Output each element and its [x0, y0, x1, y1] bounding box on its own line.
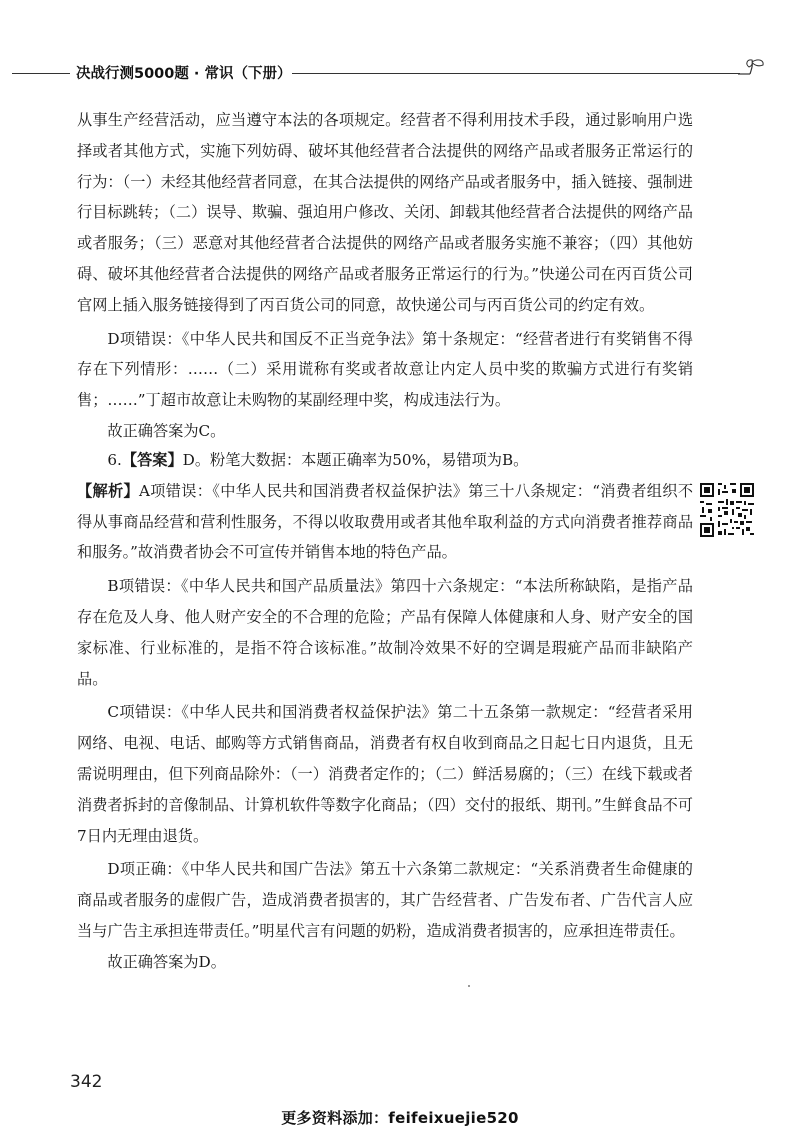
leaf-icon [736, 56, 768, 86]
header-rule-left [12, 73, 70, 74]
analysis-d-option: D项正确：《中华人民共和国广告法》第五十六条第二款规定：“关系消费者生命健康的商品或者服务的虚假广告，造成消费者损害的，其广告经营者、广告发布者、广告代言人应当与广告主承担连带责任。”明星代言有问题的奶粉，造成消费者损害的，应承担连带责任。 [77, 860, 693, 940]
analysis-tag: 【解析】 [77, 481, 140, 500]
footer-note: 更多资料添加：feifeixuejie520 [281, 1109, 519, 1127]
question-6-answer [77, 447, 693, 473]
qr-code-icon[interactable] [698, 481, 756, 539]
page-number: 342 [70, 1072, 103, 1092]
analysis-b-option: B项错误：《中华人民共和国产品质量法》第四十六条规定：“本法所称缺陷，是指产品存在危及人身、他人财产安全的不合理的危险；产品有保障人体健康和人身、财产安全的国家标准、行业标准的，是指不符合该标准。”故制冷效果不好的空调是瑕疵产品而非缺陷产品。 [77, 577, 693, 688]
question-number: 6. [107, 450, 122, 469]
answer-text: D。粉笔大数据：本题正确率为50%，易错项为B。 [182, 450, 529, 469]
paragraph-1: 从事生产经营活动，应当遵守本法的各项规定。经营者不得利用技术手段，通过影响用户选择或者其他方式，实施下列妨碍、破坏其他经营者合法提供的网络产品或者服务正常运行的行为：（一）未经其他经营者同意，在其合法提供的网络产品或者服务中，插入链接、强制进行目标跳转；（二）误导、欺骗、强迫用户修改、关闭、卸载其他经营者合法提供的网络产品或者服务；（三）恶意对其他经营者合法提供的网络产品或者服务实施不兼容；（四）其他妨碍、破坏其他经营者合法提供的网络产品或者服务正常运行的行为。”快递公司在丙百货公司官网上插入服务链接得到了丙百货公司的同意，故快递公司与丙百货公司的约定有效。 [77, 111, 693, 314]
book-title: 决战行测5000题 · 常识（下册） [76, 66, 292, 82]
answer-tag: 【答案】 [121, 450, 183, 469]
paragraph-d-option: D项错误：《中华人民共和国反不正当竞争法》第十条规定：“经营者进行有奖销售不得存在下列情形：……（二）采用谎称有奖或者故意让内定人员中奖的欺骗方式进行有奖销售；……”丁超市故意让未购物的某副经理中奖，构成违法行为。 [77, 329, 693, 410]
paragraph-answer-d: 故正确答案为D。 [107, 952, 226, 971]
running-header [0, 56, 800, 90]
scan-speck [468, 985, 470, 987]
analysis-c-option: C项错误：《中华人民共和国消费者权益保护法》第二十五条第一款规定：“经营者采用网络、电视、电话、邮购等方式销售商品，消费者有权自收到商品之日起七日内退货，且无需说明理由，但下列商品除外：（一）消费者定作的；（二）鲜活易腐的；（三）在线下载或者消费者拆封的音像制品、计算机软件等数字化商品；（四）交付的报纸、期刊。”生鲜食品不可7日内无理由退货。 [77, 703, 693, 845]
header-rule-right [292, 73, 740, 74]
analysis-a-option [77, 476, 693, 568]
paragraph-answer-c: 故正确答案为C。 [107, 421, 226, 440]
page-body [77, 105, 693, 978]
analysis-text: A项错误：《中华人民共和国消费者权益保护法》第三十八条规定：“消费者组织不得从事商品经营和营利性服务，不得以收取费用或者其他牟取利益的方式向消费者推荐商品和服务。”故消费者协会不可宣传并销售本地的特色产品。 [77, 481, 694, 562]
